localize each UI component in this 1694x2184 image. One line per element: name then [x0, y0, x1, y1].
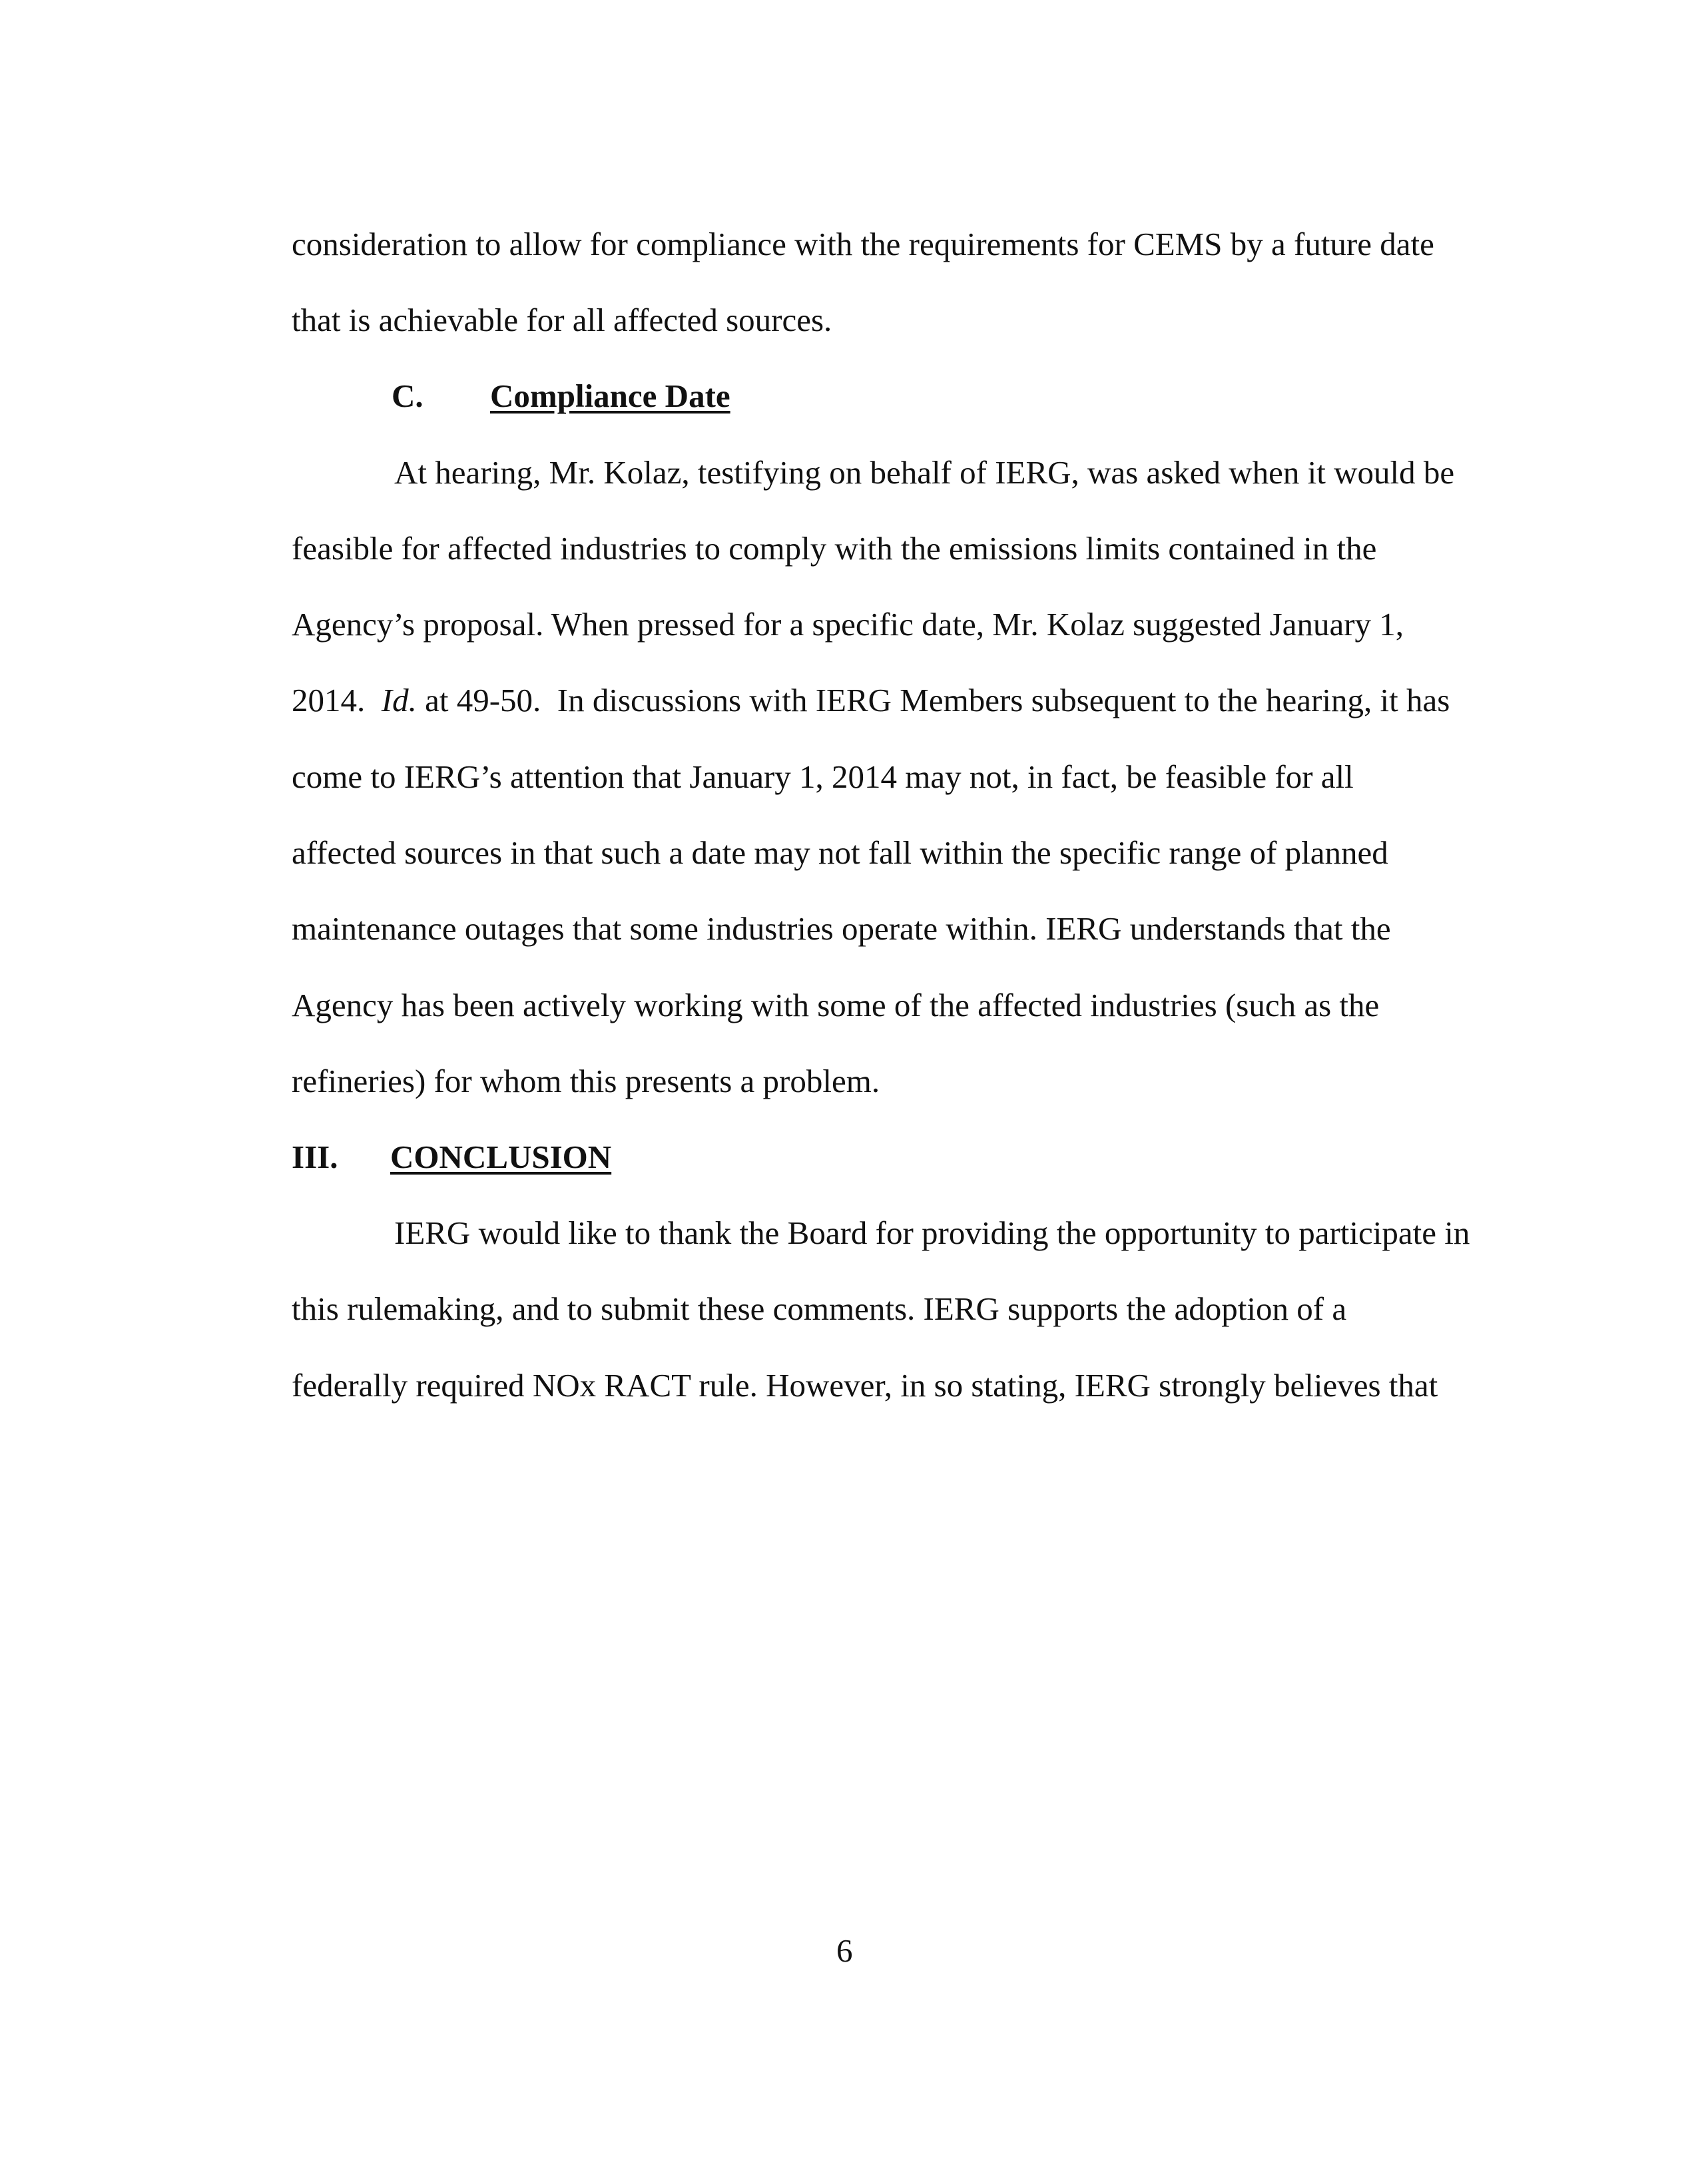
paragraph-1-line-1: consideration to allow for compliance with the requirements for CEMS by a future date	[292, 226, 1434, 262]
section-c-letter: C.	[392, 378, 424, 414]
paragraph-2-line-4-end: at 49-50. In discussions with IERG Members subsequent to the hearing, it has	[416, 682, 1450, 718]
section-iii-title: CONCLUSION	[390, 1139, 612, 1175]
paragraph-2-line-8: Agency has been actively working with some of the affected industries (such as the	[292, 987, 1380, 1023]
paragraph-2-line-2: feasible for affected industries to comply with the emissions limits contained in the	[292, 530, 1377, 567]
section-iii-number: III.	[292, 1139, 338, 1175]
page-number: 6	[836, 1932, 853, 1969]
paragraph-2-line-5: come to IERG’s attention that January 1, 2014 may not, in fact, be feasible for all	[292, 758, 1354, 795]
paragraph-2-line-3: Agency’s proposal. When pressed for a specific date, Mr. Kolaz suggested January 1,	[292, 606, 1404, 643]
paragraph-2-line-7: maintenance outages that some industries operate within. IERG understands that the	[292, 910, 1391, 947]
paragraph-2-line-1: At hearing, Mr. Kolaz, testifying on behalf of IERG, was asked when it would be	[394, 454, 1455, 491]
paragraph-2-line-6: affected sources in that such a date may not fall within the specific range of planned	[292, 834, 1388, 871]
paragraph-1-line-2: that is achievable for all affected sources.	[292, 302, 832, 338]
paragraph-2-line-4	[292, 684, 1450, 716]
paragraph-3-line-3: federally required NOx RACT rule. However, in so stating, IERG strongly believes that	[292, 1367, 1438, 1404]
paragraph-3-line-1: IERG would like to thank the Board for providing the opportunity to participate in	[394, 1215, 1470, 1251]
paragraph-2-line-4-start: 2014.	[292, 682, 382, 718]
paragraph-2-line-9: refineries) for whom this presents a problem.	[292, 1063, 880, 1099]
section-c-title: Compliance Date	[490, 378, 730, 414]
paragraph-3-line-2: this rulemaking, and to submit these comments. IERG supports the adoption of a	[292, 1290, 1347, 1327]
citation-id: Id.	[381, 682, 417, 718]
